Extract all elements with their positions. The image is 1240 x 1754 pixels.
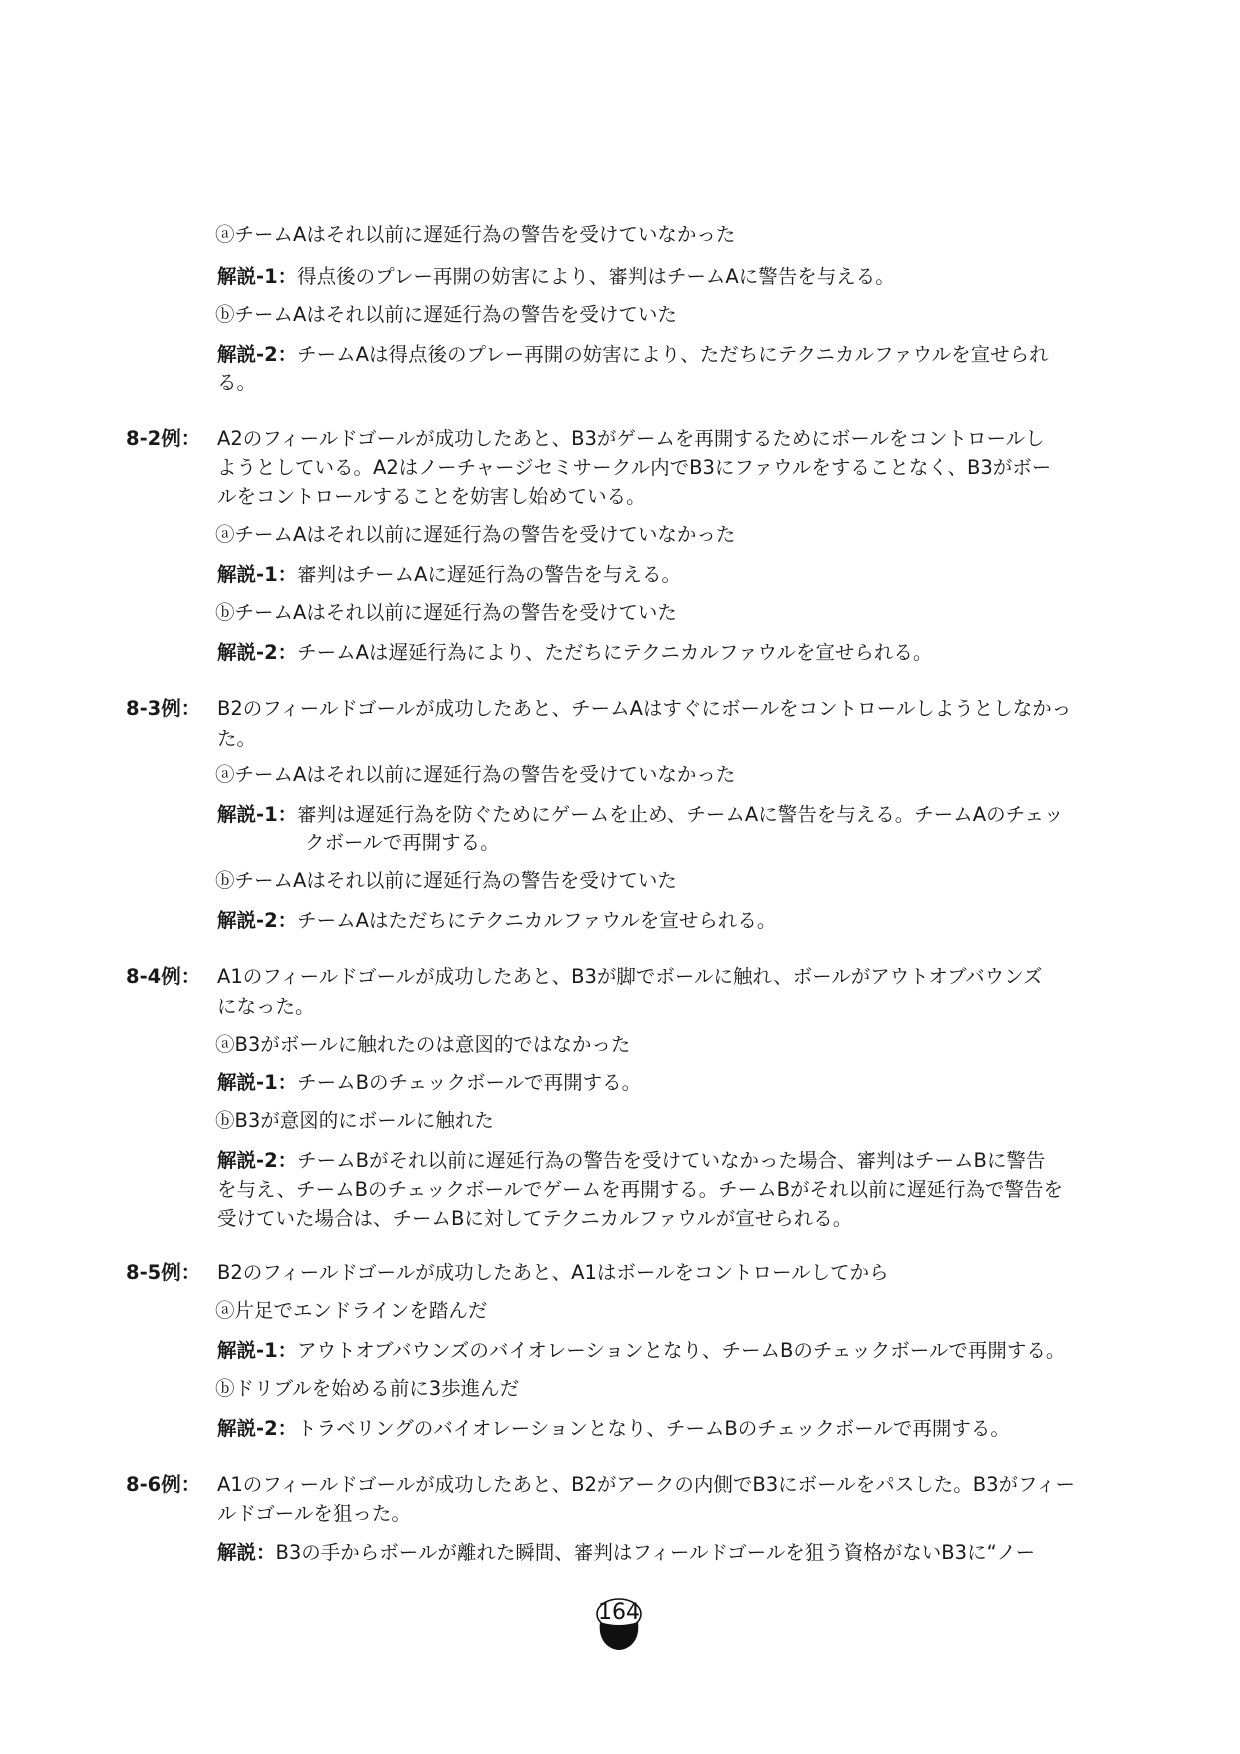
example-continuation: ルをコントロールすることを妨害し始めている。 xyxy=(217,485,646,508)
explanation-label: 解説-1： xyxy=(217,265,298,288)
example-label: 8-5例： xyxy=(126,1261,201,1284)
explanation-text: トラベリングのバイオレーションとなり、チームBのチェックボールで再開する。 xyxy=(297,1417,1010,1440)
explanation-text: チームBのチェックボールで再開する。 xyxy=(297,1071,642,1094)
example-text: B2のフィールドゴールが成功したあと、チームAはすぐにボールをコントロールしようとしなかっ xyxy=(217,697,1072,720)
example-continuation: た。 xyxy=(217,727,257,750)
example-continuation: になった。 xyxy=(217,995,315,1018)
explanation-continuation: る。 xyxy=(217,371,257,394)
example-continuation: ルドゴールを狙った。 xyxy=(217,1502,411,1525)
explanation-label: 解説-2： xyxy=(217,909,298,932)
explanation-label: 解説-1： xyxy=(217,1339,298,1362)
page-number-badge xyxy=(594,1594,644,1654)
case-b: ⓑチームAはそれ以前に遅延行為の警告を受けていた xyxy=(215,601,677,624)
case-a: ⓐチームAはそれ以前に遅延行為の警告を受けていなかった xyxy=(215,523,736,546)
explanation xyxy=(217,1068,641,1098)
explanation xyxy=(217,262,895,292)
explanation-text: チームBがそれ以前に遅延行為の警告を受けていなかった場合、審判はチームBに警告 xyxy=(297,1149,1046,1172)
explanation-text: 審判はチームAに遅延行為の警告を与える。 xyxy=(297,563,682,586)
example-text: A1のフィールドゴールが成功したあと、B2がアークの内側でB3にボールをパスした。B3がフィー xyxy=(217,1473,1075,1496)
example-label: 8-4例： xyxy=(126,965,201,988)
explanation-text: B3の手からボールが離れた瞬間、審判はフィールドゴールを狙う資格がないB3に“ノー xyxy=(275,1541,1036,1564)
explanation xyxy=(217,906,776,936)
explanation-text: 審判は遅延行為を防ぐためにゲームを止め、チームAに警告を与える。チームAのチェッ xyxy=(297,803,1064,826)
explanation-label: 解説： xyxy=(217,1541,276,1564)
case-b: ⓑチームAはそれ以前に遅延行為の警告を受けていた xyxy=(215,869,677,892)
explanation-text: チームAはただちにテクニカルファウルを宣せられる。 xyxy=(297,909,777,932)
explanation-continuation: クボールで再開する。 xyxy=(305,831,500,854)
example-label: 8-2例： xyxy=(126,427,201,450)
explanation-label: 解説-2： xyxy=(217,641,298,664)
case-a: ⓐB3がボールに触れたのは意図的ではなかった xyxy=(215,1033,631,1056)
explanation-text: チームAは得点後のプレー再開の妨害により、ただちにテクニカルファウルを宣せられ xyxy=(297,343,1049,366)
explanation xyxy=(217,638,932,668)
explanation-continuation: 受けていた場合は、チームBに対してテクニカルファウルが宣せられる。 xyxy=(217,1207,853,1230)
explanation xyxy=(217,560,681,590)
explanation-label: 解説-1： xyxy=(217,1071,298,1094)
explanation-label: 解説-2： xyxy=(217,1149,298,1172)
explanation-label: 解説-2： xyxy=(217,343,298,366)
explanation-continuation: を与え、チームBのチェックボールでゲームを再開する。チームBがそれ以前に遅延行為で警告を xyxy=(217,1178,1063,1201)
explanation xyxy=(217,1538,1035,1568)
example-text: A2のフィールドゴールが成功したあと、B3がゲームを再開するためにボールをコントロールし xyxy=(217,427,1045,450)
example-continuation: ようとしている。A2はノーチャージセミサークル内でB3にファウルをすることなく、B3がボー xyxy=(217,456,1052,479)
case-b: ⓑドリブルを始める前に3歩進んだ xyxy=(215,1377,520,1400)
explanation xyxy=(217,800,1064,830)
explanation-text: チームAは遅延行為により、ただちにテクニカルファウルを宣せられる。 xyxy=(297,641,933,664)
case-a: ⓐチームAはそれ以前に遅延行為の警告を受けていなかった xyxy=(215,763,736,786)
explanation-text: アウトオブバウンズのバイオレーションとなり、チームBのチェックボールで再開する。 xyxy=(297,1339,1066,1362)
explanation xyxy=(217,1146,1045,1176)
example-label: 8-6例： xyxy=(126,1473,201,1496)
explanation-label: 解説-1： xyxy=(217,803,298,826)
example-text: B2のフィールドゴールが成功したあと、A1はボールをコントロールしてから xyxy=(217,1261,889,1284)
case-a: ⓐチームAはそれ以前に遅延行為の警告を受けていなかった xyxy=(215,223,736,246)
explanation xyxy=(217,1414,1010,1444)
explanation-label: 解説-2： xyxy=(217,1417,298,1440)
explanation-text: 得点後のプレー再開の妨害により、審判はチームAに警告を与える。 xyxy=(297,265,895,288)
example-label: 8-3例： xyxy=(126,697,201,720)
case-b: ⓑチームAはそれ以前に遅延行為の警告を受けていた xyxy=(215,303,677,326)
explanation xyxy=(217,1336,1065,1366)
case-a: ⓐ片足でエンドラインを踏んだ xyxy=(215,1299,488,1322)
case-b: ⓑB3が意図的にボールに触れた xyxy=(215,1109,494,1132)
page-number: 164 xyxy=(598,1600,640,1625)
explanation-label: 解説-1： xyxy=(217,563,298,586)
example-text: A1のフィールドゴールが成功したあと、B3が脚でボールに触れ、ボールがアウトオブバウンズ xyxy=(217,965,1043,988)
explanation xyxy=(217,340,1049,370)
